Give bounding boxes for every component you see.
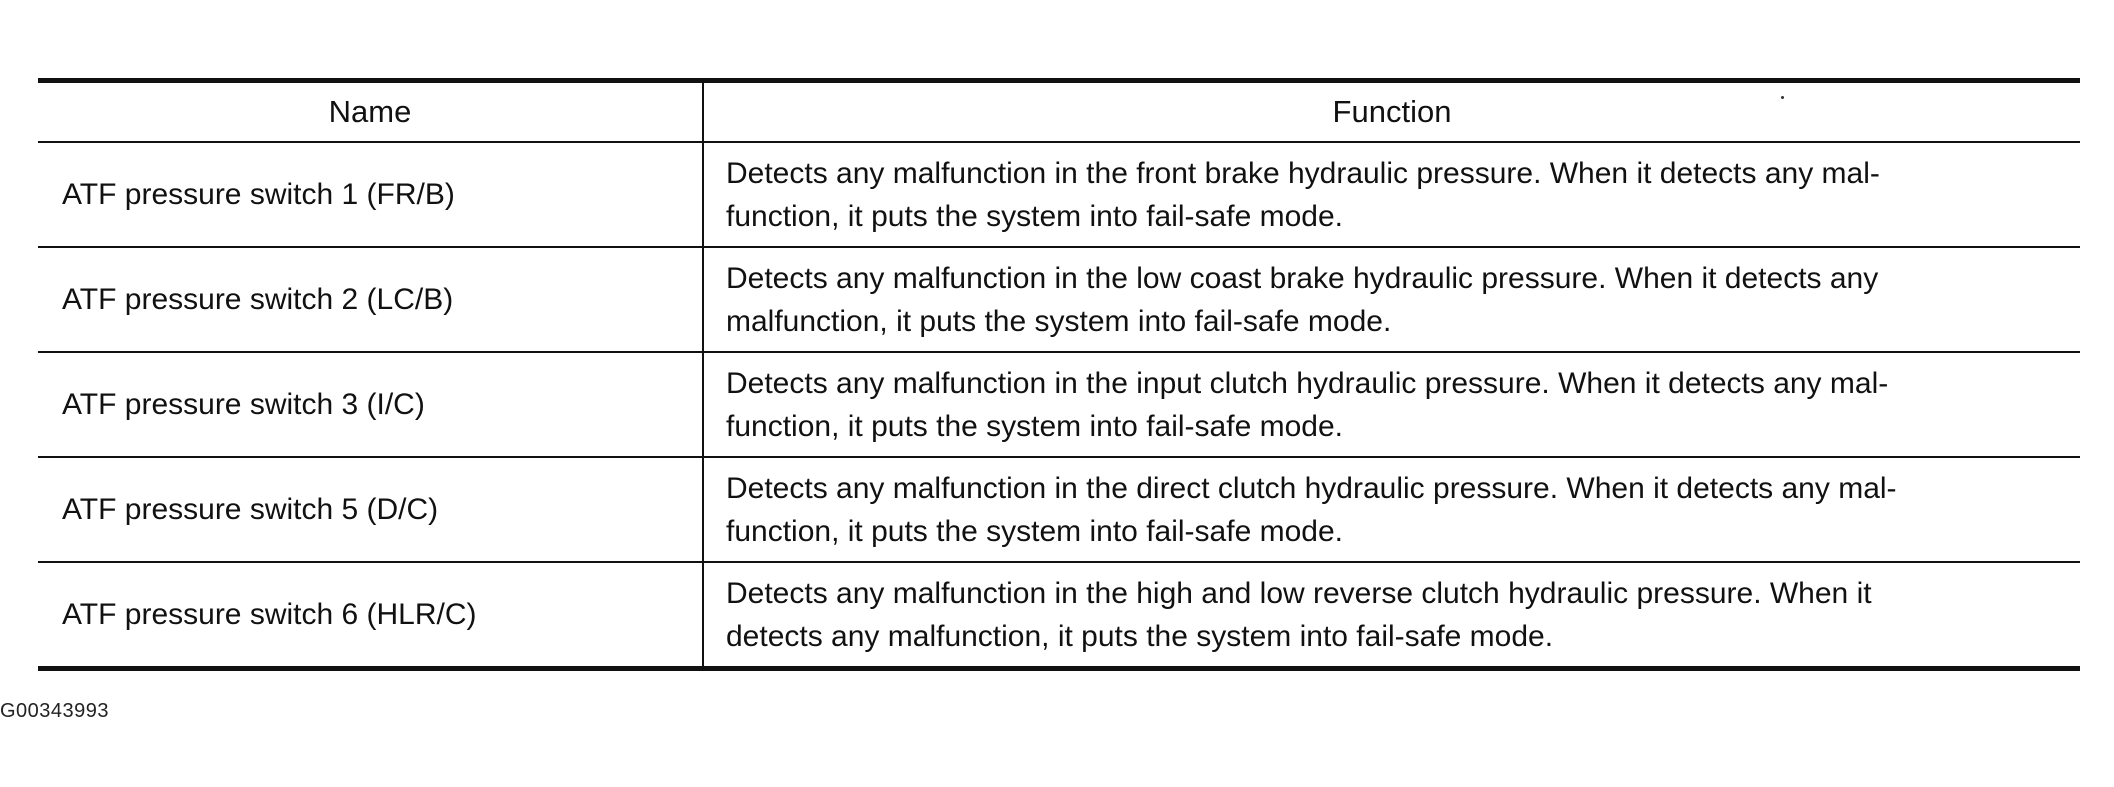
function-line: detects any malfunction, it puts the system into fail-safe mode.	[726, 619, 1554, 653]
function-line: Detects any malfunction in the input clutch hydraulic pressure. When it detects any mal-	[726, 366, 1889, 400]
name-cell: ATF pressure switch 1 (FR/B)	[38, 142, 703, 247]
table-row	[38, 562, 2080, 669]
table-body	[38, 142, 2080, 669]
function-line: malfunction, it puts the system into fail-safe mode.	[726, 304, 1392, 338]
name-cell: ATF pressure switch 6 (HLR/C)	[38, 562, 703, 669]
function-cell	[703, 562, 2080, 669]
function-cell	[703, 142, 2080, 247]
function-line: function, it puts the system into fail-safe mode.	[726, 514, 1343, 548]
function-line: function, it puts the system into fail-safe mode.	[726, 199, 1343, 233]
name-cell: ATF pressure switch 3 (I/C)	[38, 352, 703, 457]
figure-id: G00343993	[0, 700, 110, 722]
table-row	[38, 142, 2080, 247]
header-row	[38, 81, 2080, 143]
atf-pressure-switch-table	[38, 78, 2080, 671]
table-row	[38, 247, 2080, 352]
function-cell	[703, 352, 2080, 457]
column-header-function: Function	[703, 81, 2080, 143]
column-header-name: Name	[38, 81, 703, 143]
function-line: function, it puts the system into fail-safe mode.	[726, 409, 1343, 443]
function-line: Detects any malfunction in the high and low reverse clutch hydraulic pressure. When it	[726, 576, 1872, 610]
function-cell	[703, 457, 2080, 562]
name-cell: ATF pressure switch 5 (D/C)	[38, 457, 703, 562]
scan-speck	[1781, 96, 1784, 99]
table-row	[38, 457, 2080, 562]
name-cell: ATF pressure switch 2 (LC/B)	[38, 247, 703, 352]
function-line: Detects any malfunction in the direct clutch hydraulic pressure. When it detects any mal-	[726, 471, 1897, 505]
function-line: Detects any malfunction in the front brake hydraulic pressure. When it detects any mal-	[726, 156, 1880, 190]
table-header	[38, 81, 2080, 143]
table-row	[38, 352, 2080, 457]
function-cell	[703, 247, 2080, 352]
function-line: Detects any malfunction in the low coast brake hydraulic pressure. When it detects any	[726, 261, 1879, 295]
spec-table-container	[38, 78, 2080, 671]
